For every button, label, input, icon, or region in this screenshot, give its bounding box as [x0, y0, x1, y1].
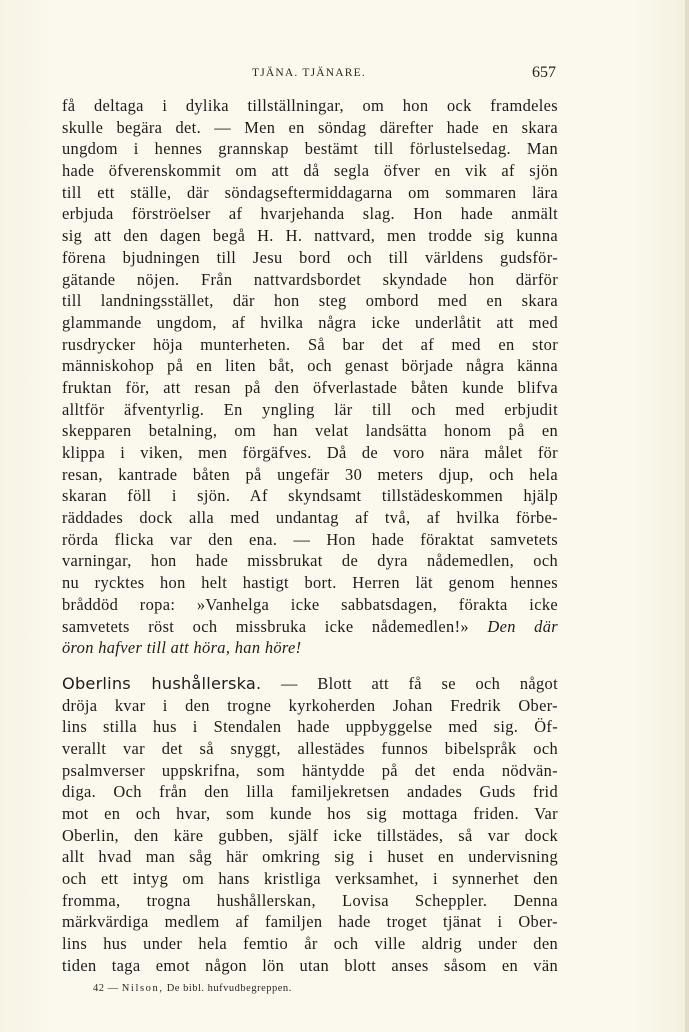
- text-line: tiden taga emot någon lön utan blott anses såsom en vän: [62, 955, 558, 975]
- text-line: alltför äfventyrlig. En yngling lär till och med erbjudit: [62, 399, 558, 419]
- text-line: varningar, hon hade missbrukat de dyra nådemedlen, och: [62, 551, 558, 571]
- text-line: diga. Och från den lilla familjekretsen andades Guds frid: [62, 782, 558, 802]
- text-line: rusdrycker höja munterheten. Så bar det af med en stor: [62, 334, 558, 354]
- text-line: allt hvad man såg här omkring sig i huset en undervisning: [62, 847, 558, 867]
- signature-author: Nilson,: [121, 983, 164, 994]
- printer-signature: [93, 983, 292, 994]
- text-line: människohop på en liten båt, och genast började några känna: [62, 356, 558, 376]
- text-line: Oberlin, den käre gubben, själf icke tillstädes, så var dock: [62, 825, 558, 845]
- text-line: bråddöd ropa: »Vanhelga icke sabbatsdagen, förakta icke: [62, 594, 558, 614]
- text-line: erbjuda förströelser af hvarjehanda slag. Hon hade anmält: [62, 204, 558, 224]
- page-edge: [685, 0, 689, 1032]
- text-line: dröja kvar i den trogne kyrkoherden Johan Fredrik Ober-: [62, 695, 558, 715]
- text-line: mot en och hvar, som kunde hos sig mottaga friden. Var: [62, 804, 558, 823]
- italic-quote-line: öron hafver till att höra, han höre!: [62, 638, 302, 658]
- page-header: [62, 64, 556, 84]
- text-line: till ett ställe, där söndagseftermiddagarna om sommaren lära: [62, 182, 558, 202]
- text-line: sig att den dagen begå H. H. nattvard, men trodde sig kunna: [62, 226, 558, 246]
- text-line: få deltaga i dylika tillställningar, om hon ock framdeles: [62, 96, 558, 115]
- text-line: rörda flicka var den ena. — Hon hade föraktat samvetets: [62, 529, 558, 549]
- line-text: samvetets röst och missbruka icke nådemedlen!»: [62, 616, 488, 636]
- text-line: och ett intyg om hans kristliga verksamhet, i synnerhet den: [62, 869, 558, 889]
- text-line: glammande ungdom, af hvilka några icke underlåtit att med: [62, 312, 558, 332]
- section-gap: [62, 659, 558, 673]
- text-line: lins stilla hus i Stendalen hade uppbyggelse med sig. Öf-: [62, 717, 558, 737]
- text-line: skepparen betalning, om han velat landsätta honom på en: [62, 421, 558, 441]
- text-line: nu rycktes hon helt hastigt bort. Herren lät genom hennes: [62, 573, 558, 593]
- section-heading-line: [62, 673, 558, 695]
- italic-quote: Den där: [487, 616, 559, 636]
- text-line: fruktan för, att resan på den öfverlastade båten kunde blifva: [62, 377, 558, 397]
- body-text: [62, 95, 558, 977]
- text-line: till landningsstället, där hon steg ombord med en skara: [62, 291, 558, 311]
- text-line: verallt var det så snyggt, allestädes funnos bibelspråk och: [62, 738, 558, 758]
- text-line: förena bjudningen till Jesu bord och till världens gudsför-: [62, 247, 558, 267]
- page-number: 657: [532, 64, 556, 81]
- text-line: resan, kantrade båten på ungefär 30 meters djup, och hela: [62, 464, 558, 484]
- paragraph-2: [62, 695, 558, 977]
- text-line: märkvärdiga medlem af familjen hade troget tjänat i Ober-: [62, 912, 558, 932]
- text-line: hade öfverenskommit om att då segla öfver en vik af sjön: [62, 161, 558, 181]
- text-line: psalmverser uppskrifna, som häntydde på det enda nödvän-: [62, 760, 558, 780]
- signature-mark: 42 —: [93, 983, 119, 994]
- text-line: [62, 616, 558, 638]
- text-line: klippa i viken, men förgäfves. Då de voro nära målet för: [62, 443, 558, 462]
- section-heading: Oberlins hushållerska.: [62, 673, 262, 693]
- paragraph-1: [62, 95, 558, 616]
- text-line: lins hus under hela femtio år och ville aldrig under den: [62, 934, 558, 954]
- running-head: TJÄNA. TJÄNARE.: [252, 67, 366, 79]
- signature-title: De bibl. hufvudbegreppen.: [166, 983, 292, 994]
- line-text: — Blott att få se och något: [261, 673, 558, 693]
- text-line: skulle begära det. — Men en söndag därefter hade en skara: [62, 117, 558, 137]
- text-line: räddades dock alla med undantag af två, af hvilka förbe-: [62, 508, 558, 528]
- text-line: ungdom i hennes grannskap bestämt till förlustelsedag. Man: [62, 139, 558, 159]
- text-line: fromma, trogna hushållerskan, Lovisa Scheppler. Denna: [62, 890, 558, 910]
- text-line: gätande nöjen. Från nattvardsbordet skyndade hon därför: [62, 269, 558, 289]
- text-line: skaran föll i sjön. Af skyndsamt tillstädeskommen hjälp: [62, 486, 558, 506]
